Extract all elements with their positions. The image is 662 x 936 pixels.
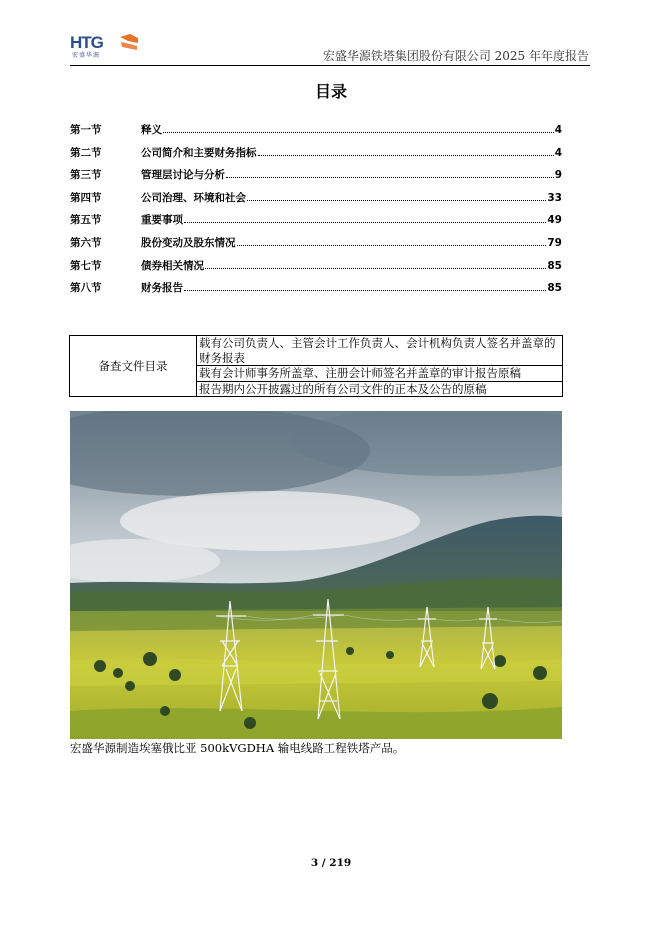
toc-section: 第六节 <box>70 236 102 249</box>
toc-section: 第八节 <box>70 282 102 295</box>
toc-page: 4 <box>554 124 562 136</box>
toc-leader <box>247 200 546 201</box>
toc-leader <box>237 245 547 246</box>
toc-section: 第五节 <box>70 214 102 227</box>
reference-files-table <box>69 335 563 397</box>
logo-subtitle: 宏盛华源 <box>72 52 101 59</box>
reference-file-item: 载有公司负责人、主管会计工作负责人、会计机构负责人签名并盖章的财务报表 <box>197 336 563 366</box>
toc-leader <box>184 222 546 223</box>
table-row <box>70 336 563 366</box>
reference-file-item: 报告期内公开披露过的所有公司文件的正本及公告的原稿 <box>197 381 563 397</box>
toc-leader <box>184 290 546 291</box>
toc-entry[interactable] <box>70 190 562 213</box>
toc-page: 33 <box>547 191 562 204</box>
toc-name: 公司简介和主要财务指标 <box>141 146 257 159</box>
toc-name: 股份变动及股东情况 <box>141 236 236 249</box>
toc-entry[interactable] <box>70 212 562 235</box>
table-of-contents <box>70 122 562 303</box>
toc-name: 财务报告 <box>141 282 183 295</box>
header-divider <box>70 65 590 66</box>
toc-name: 管理层讨论与分析 <box>141 169 225 182</box>
reference-files-label: 备查文件目录 <box>70 336 197 397</box>
report-title: 宏盛华源铁塔集团股份有限公司 2025 年年度报告 <box>322 49 589 63</box>
toc-leader <box>258 155 554 156</box>
toc-entry[interactable] <box>70 258 562 281</box>
toc-leader <box>205 268 546 269</box>
logo-mark-icon <box>118 33 140 51</box>
toc-name: 债券相关情况 <box>141 259 204 272</box>
toc-leader <box>226 177 554 178</box>
toc-name: 公司治理、环境和社会 <box>141 191 246 204</box>
toc-page: 79 <box>547 236 562 249</box>
logo-text: HTG <box>70 33 103 52</box>
toc-entry[interactable] <box>70 145 562 168</box>
reference-file-item: 载有会计师事务所盖章、注册会计师签名并盖章的审计报告原稿 <box>197 366 563 382</box>
toc-page: 9 <box>554 169 562 182</box>
toc-page: 49 <box>547 214 562 227</box>
page-number: 3 / 219 <box>310 857 352 869</box>
toc-page: 85 <box>547 259 562 272</box>
transmission-tower-photo <box>70 411 562 739</box>
toc-leader <box>163 132 554 133</box>
toc-section: 第七节 <box>70 259 102 272</box>
photo-caption: 宏盛华源制造埃塞俄比亚 500kVGDHA 输电线路工程铁塔产品。 <box>70 741 405 755</box>
toc-entry[interactable] <box>70 280 562 303</box>
toc-section: 第一节 <box>70 124 102 136</box>
company-logo <box>70 33 140 57</box>
toc-section: 第四节 <box>70 191 102 204</box>
toc-section: 第二节 <box>70 146 102 159</box>
toc-entry[interactable] <box>70 122 562 145</box>
toc-entry[interactable] <box>70 167 562 190</box>
toc-page: 4 <box>554 146 562 159</box>
toc-page: 85 <box>547 282 562 295</box>
toc-name: 重要事项 <box>141 214 183 227</box>
toc-entry[interactable] <box>70 235 562 258</box>
toc-name: 释义 <box>141 124 162 136</box>
toc-heading: 目录 <box>314 82 347 101</box>
toc-section: 第三节 <box>70 169 102 182</box>
